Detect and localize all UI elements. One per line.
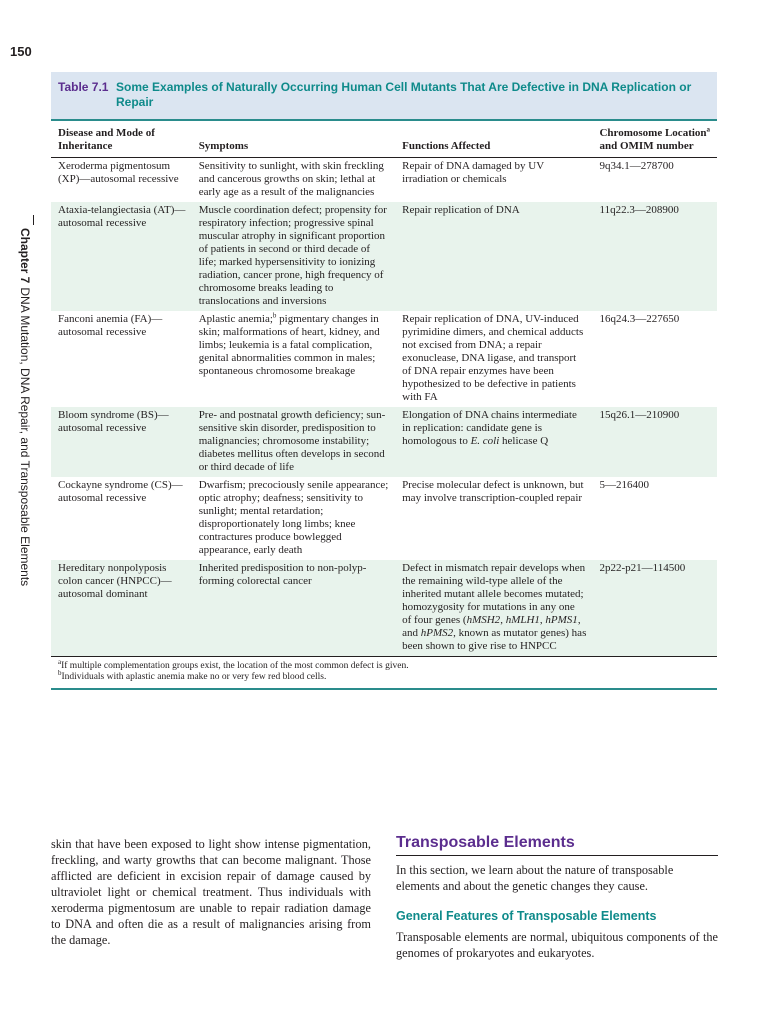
section-heading: Transposable Elements bbox=[396, 834, 718, 856]
cell-disease: Hereditary nonpolyposis colon cancer (HNPCC)—autosomal dominant bbox=[51, 560, 192, 656]
table-caption: Some Examples of Naturally Occurring Human Cell Mutants That Are Defective in DNA Replication or Repair bbox=[116, 80, 692, 109]
cell-disease: Fanconi anemia (FA)—autosomal recessive bbox=[51, 311, 192, 407]
cell-functions: Defect in mismatch repair develops when the remaining wild-type allele of the inherited mutant allele becomes mutated; homozygosity for mutations in any one of four genes (hMSH2, hMLH1, hPMS1, and hPMS2, known as mutator genes) has been shown to give rise to HNPCC bbox=[395, 560, 592, 656]
cell-symptoms: Inherited predisposition to non-polyp-forming colorectal cancer bbox=[192, 560, 395, 656]
table-header-row bbox=[51, 121, 717, 158]
table-row bbox=[51, 158, 717, 203]
table-footnotes bbox=[51, 656, 717, 690]
subsection-text: Transposable elements are normal, ubiquitous components of the genomes of prokaryotes and eukaryotes. bbox=[396, 930, 718, 960]
table-number: Table 7.1 bbox=[58, 80, 109, 94]
footnote: $^b$Individuals with aplastic anemia make no or very few red blood cells. bbox=[58, 668, 327, 682]
cell-functions: Repair of DNA damaged by UV irradiation or chemicals bbox=[395, 158, 592, 203]
cell-symptoms: Aplastic anemia;$^b$ pigmentary changes in skin; malformations of heart, kidney, and limbs; leukemia is a fatal complication, genital abnormalities common in males; spontaneous chromosome breakage bbox=[192, 311, 395, 407]
cell-functions: Repair replication of DNA bbox=[395, 202, 592, 311]
cell-functions: Elongation of DNA chains intermediate in replication: candidate gene is homologous to E. coli helicase Q bbox=[395, 407, 592, 477]
header-functions: Functions Affected bbox=[395, 121, 592, 158]
cell-disease: Cockayne syndrome (CS)—autosomal recessive bbox=[51, 477, 192, 560]
table-row bbox=[51, 560, 717, 656]
header-disease: Disease and Mode of Inheritance bbox=[51, 121, 192, 158]
cell-functions: Repair replication of DNA, UV-induced pyrimidine dimers, and chemical adducts not excised from DNA; a repair exonuclease, DNA ligase, and transport of DNA repair enzymes have been hypothesized to be defective in patients with FA bbox=[395, 311, 592, 407]
chapter-label: Chapter 7 bbox=[18, 228, 32, 284]
table-row bbox=[51, 407, 717, 477]
table-row bbox=[51, 202, 717, 311]
cell-disease: Ataxia-telangiectasia (AT)—autosomal recessive bbox=[51, 202, 192, 311]
body-paragraph-left: skin that have been exposed to light show intense pigmentation, freckling, and warty growths that can become malignant. Those afflicted are deficient in excision repair of damage caused by ultraviolet light or chemical treatment. Thus individuals with xeroderma pigmentosum are unable to repair radiation damage to DNA and often die as a result of malignancies arising from the damage. bbox=[51, 837, 371, 947]
subsection-heading: General Features of Transposable Elements bbox=[396, 909, 657, 923]
cell-symptoms: Dwarfism; precociously senile appearance; optic atrophy; deafness; sensitivity to sunlight; mental retardation; disproportionately long limbs; knee contractures produce bowlegged appearance, early death bbox=[192, 477, 395, 560]
section-intro: In this section, we learn about the nature of transposable elements and about the genetic changes they cause. bbox=[396, 863, 674, 893]
table-row bbox=[51, 311, 717, 407]
cell-symptoms: Muscle coordination defect; propensity for respiratory infection; progressive spinal muscular atrophy in significant proportion of patients in second or third decade of life; marked hypersensitivity to ionizing radiation, cancer prone, high frequency of chromosome breaks leading to translocations and inversions bbox=[192, 202, 395, 311]
cell-location: 16q24.3—227650 bbox=[592, 311, 717, 407]
cell-disease: Xeroderma pigmentosum (XP)—autosomal recessive bbox=[51, 158, 192, 203]
cell-location: 9q34.1—278700 bbox=[592, 158, 717, 203]
cell-location: 11q22.3—208900 bbox=[592, 202, 717, 311]
cell-location: 5—216400 bbox=[592, 477, 717, 560]
cell-symptoms: Sensitivity to sunlight, with skin freckling and cancerous growths on skin; lethal at early age as a result of the malignancies bbox=[192, 158, 395, 203]
page-number: 150 bbox=[10, 44, 32, 59]
table-row bbox=[51, 477, 717, 560]
table-7-1 bbox=[51, 72, 717, 690]
cell-symptoms: Pre- and postnatal growth deficiency; sun-sensitive skin disorder, predisposition to malignancies; chromosome instability; diabetes mellitus often develops in second or third decade of life bbox=[192, 407, 395, 477]
table-caption-bar bbox=[51, 72, 717, 121]
footnote: $^a$If multiple complementation groups exist, the location of the most common defect is given. bbox=[58, 657, 409, 671]
header-location: Chromosome Location$^a$ and OMIM number bbox=[592, 121, 717, 158]
chapter-sidebar bbox=[18, 228, 32, 586]
chapter-title: DNA Mutation, DNA Repair, and Transposable Elements bbox=[18, 287, 32, 587]
cell-location: 2p22-p21—114500 bbox=[592, 560, 717, 656]
header-symptoms: Symptoms bbox=[192, 121, 395, 158]
mutants-table bbox=[51, 121, 717, 656]
cell-location: 15q26.1—210900 bbox=[592, 407, 717, 477]
sidebar-rule bbox=[33, 215, 34, 225]
cell-functions: Precise molecular defect is unknown, but may involve transcription-coupled repair bbox=[395, 477, 592, 560]
cell-disease: Bloom syndrome (BS)—autosomal recessive bbox=[51, 407, 192, 477]
